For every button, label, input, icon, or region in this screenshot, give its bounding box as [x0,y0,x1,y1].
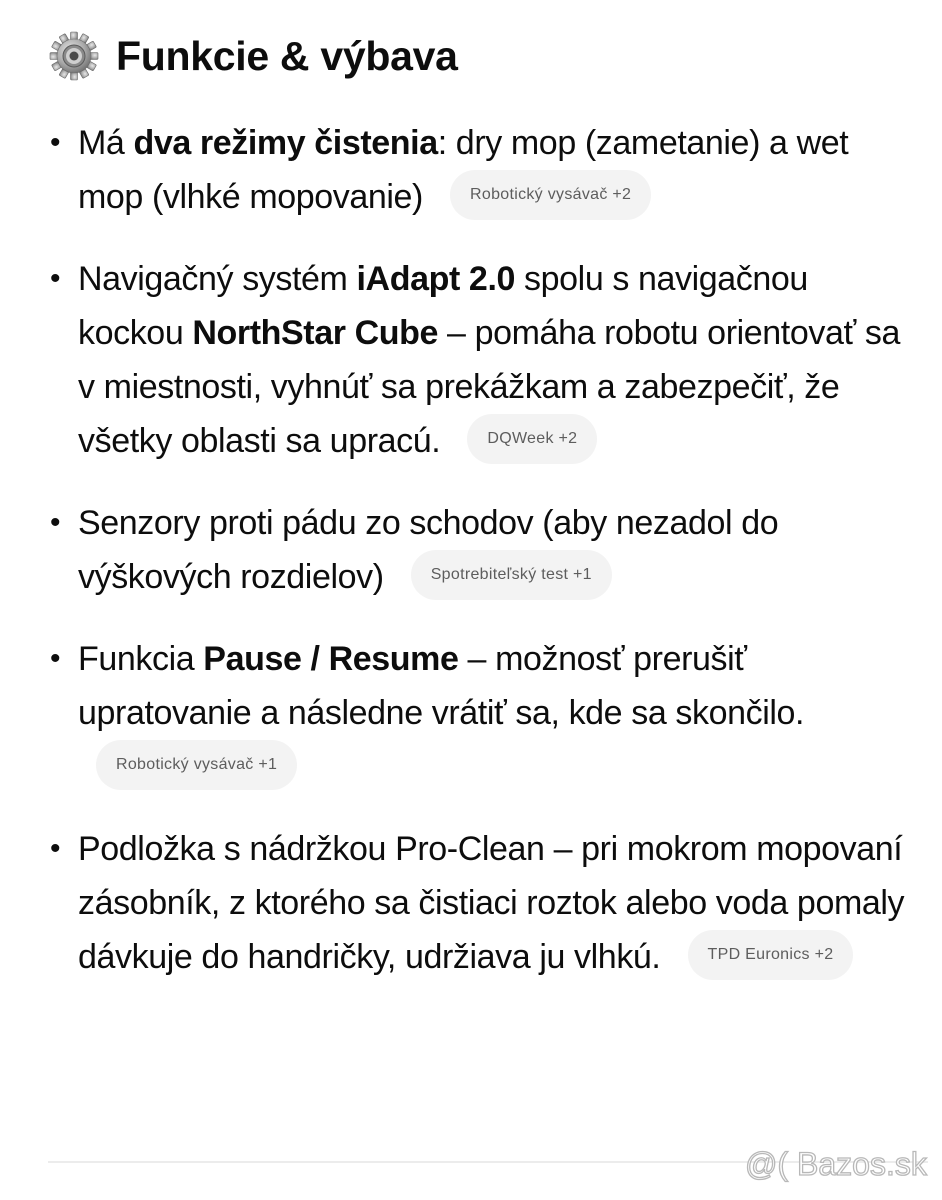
feature-text: – možnosť prerušiť upratovanie a následne vrátiť sa, kde sa skončilo. [78,640,805,733]
feature-text-bold: Pause / Resume [203,640,459,679]
bullet-icon: • [50,262,61,296]
feature-text: Funkcia [78,640,204,679]
list-item [48,252,918,468]
list-item [48,822,918,984]
section-header [48,30,458,82]
feature-text: – pomáha robotu orientovať sa v miestnosti, vyhnúť sa prekážkam a zabezpečiť, že všetky oblasti sa upracú. [78,314,900,461]
page-title: Funkcie & výbava [116,32,458,79]
feature-text: Navigačný systém [78,260,357,299]
source-chip[interactable]: DQWeek +2 [467,414,597,464]
watermark: @( Bazos.sk [745,1146,927,1182]
feature-text-bold: dva režimy čistenia [133,124,438,162]
feature-text-bold: NorthStar Cube [192,314,439,353]
feature-text: Má [78,124,134,162]
source-chip[interactable]: TPD Euronics +2 [688,930,854,980]
bullet-icon: • [50,642,61,676]
feature-list [48,116,918,1012]
feature-text: spolu s navigačnou kockou [78,260,808,353]
source-chip[interactable]: Robotický vysávač +2 [450,170,651,220]
source-chip[interactable]: Spotrebiteľský test +1 [411,550,612,600]
feature-text: Senzory proti pádu zo schodov (aby nezadol do výškových rozdielov) [78,504,779,597]
list-item [48,496,918,604]
list-item [48,632,918,794]
feature-text: Podložka s nádržkou Pro-Clean – pri mokrom mopovaní zásobník, z ktorého sa čistiaci roztok alebo voda pomaly dávkuje do handričky, udržiava ju vlhkú. [78,830,905,977]
bullet-icon: • [50,832,61,866]
source-chip[interactable]: Robotický vysávač +1 [96,740,297,790]
feature-text: : dry mop (zametanie) a wet mop (vlhké mopovanie) [78,124,849,216]
bullet-icon: • [50,506,61,540]
list-item [48,116,918,224]
gear-icon [48,30,100,82]
feature-text-bold: iAdapt 2.0 [356,260,515,299]
bullet-icon: • [50,126,61,159]
